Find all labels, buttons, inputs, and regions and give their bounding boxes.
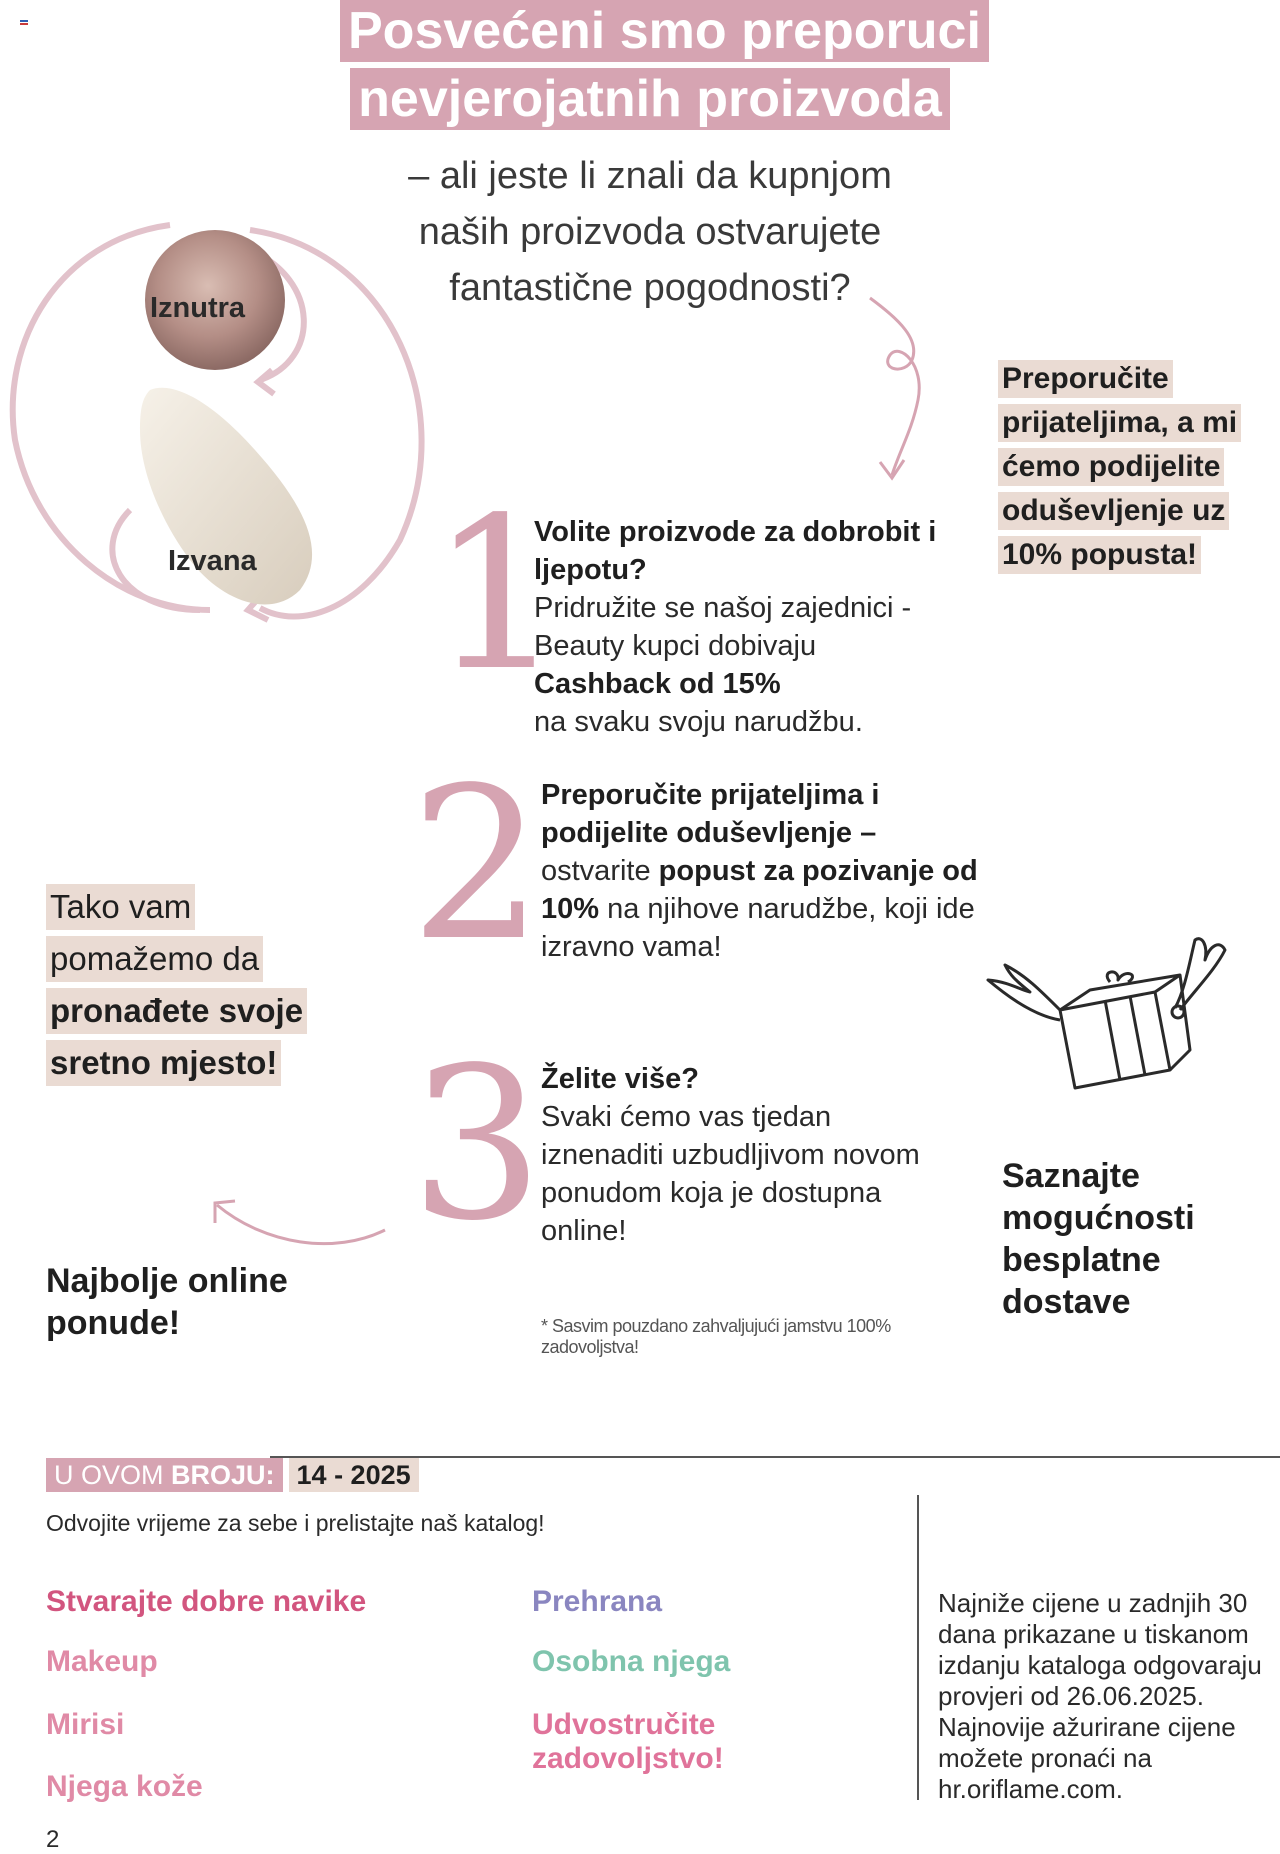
best-online-offers: Najbolje online ponude! — [46, 1262, 288, 1342]
step-3-body: Svaki ćemo vas tjedan iznenaditi uzbudljivom novom ponudom koja je dostupna online! — [541, 1101, 920, 1247]
arrow-left-icon — [205, 1185, 395, 1255]
toc-link-makeup[interactable]: Makeup — [46, 1645, 158, 1678]
refer-line-5: 10% popusta! — [998, 536, 1201, 574]
step-number-3: 3 — [410, 1022, 544, 1267]
issue-number: 14 - 2025 — [289, 1458, 419, 1492]
refer-friends-callout — [998, 360, 1268, 580]
page-number: 2 — [46, 1826, 60, 1853]
section-divider — [270, 1456, 1280, 1458]
headline-line-2: nevjerojatnih proizvoda — [350, 68, 950, 130]
toc-link-skincare[interactable]: Njega kože — [46, 1770, 203, 1803]
step-1-title: Volite proizvode za dobrobit i ljepotu? — [534, 516, 937, 586]
issue-label — [46, 1458, 283, 1492]
toc-link-double-satisfaction[interactable]: Udvostručite zadovoljstvo! — [532, 1708, 724, 1775]
curly-arrow-icon — [860, 290, 950, 490]
happy-line-3: pronađete svoje — [46, 988, 307, 1034]
refer-line-3: ćemo podijelite — [998, 448, 1224, 486]
issue-bar — [46, 1458, 419, 1492]
headline — [340, 0, 981, 136]
headline-subtitle: – ali jeste li znali da kupnjom naših proizvoda ostvarujete fantastične pogodnosti? — [408, 155, 892, 309]
happy-place-callout — [46, 884, 366, 1092]
column-divider — [917, 1495, 919, 1800]
guarantee-footnote: * Sasvim pouzdano zahvaljujući jamstvu 100% zadovoljstva! — [541, 1316, 891, 1357]
inside-label: Iznutra — [150, 292, 246, 324]
toc-link-personal-care[interactable]: Osobna njega — [532, 1645, 731, 1678]
inside-outside-illustration — [0, 210, 440, 650]
flying-gift-icon — [980, 920, 1230, 1100]
price-disclaimer: Najniže cijene u zadnjih 30 dana prikazane u tiskanom izdanju kataloga odgovaraju provjeri od 26.06.2025. Najnovije ažurirane cijene možete pronaći na hr.oriflame.com. — [938, 1588, 1262, 1804]
step-2-text — [541, 776, 981, 966]
outside-label: Izvana — [168, 545, 257, 577]
step-1-text — [534, 513, 954, 741]
corner-mark — [20, 20, 28, 26]
free-shipping-info: Saznajte mogućnosti besplatne dostave — [1002, 1157, 1195, 1321]
step-number-2: 2 — [410, 742, 544, 987]
refer-line-2: prijateljima, a mi — [998, 404, 1241, 442]
step-2-title: Preporučite prijateljima i podijelite oduševljenje – — [541, 779, 880, 849]
refer-line-1: Preporučite — [998, 360, 1173, 398]
toc-link-good-habits[interactable]: Stvarajte dobre navike — [46, 1585, 367, 1618]
happy-line-2: pomažemo da — [46, 936, 263, 982]
step-2-discount: popust za pozivanje od 10% — [541, 855, 978, 925]
step-1-body: Pridružite se našoj zajednici - Beauty kupci dobivaju — [534, 592, 912, 662]
step-1-cashback: Cashback od 15% — [534, 668, 781, 700]
happy-line-1: Tako vam — [46, 884, 195, 930]
step-3-text — [541, 1060, 941, 1250]
step-3-title: Želite više? — [541, 1063, 699, 1095]
step-1-body-end: na svaku svoju narudžbu. — [534, 706, 863, 738]
step-2-body-end: na njihove narudžbe, koji ide izravno vama! — [541, 893, 975, 963]
toc-link-nutrition[interactable]: Prehrana — [532, 1585, 663, 1618]
toc-link-fragrances[interactable]: Mirisi — [46, 1708, 125, 1741]
headline-line-1: Posvećeni smo preporuci — [340, 0, 989, 62]
step-2-body: ostvarite — [541, 855, 651, 887]
catalog-intro: Odvojite vrijeme za sebe i prelistajte naš katalog! — [46, 1510, 545, 1536]
issue-label-light: U OVOM — [54, 1460, 172, 1490]
step-number-1: 1 — [430, 472, 564, 717]
issue-label-bold: BROJU: — [171, 1460, 275, 1490]
happy-line-4: sretno mjesto! — [46, 1040, 281, 1086]
refer-line-4: oduševljenje uz — [998, 492, 1229, 530]
